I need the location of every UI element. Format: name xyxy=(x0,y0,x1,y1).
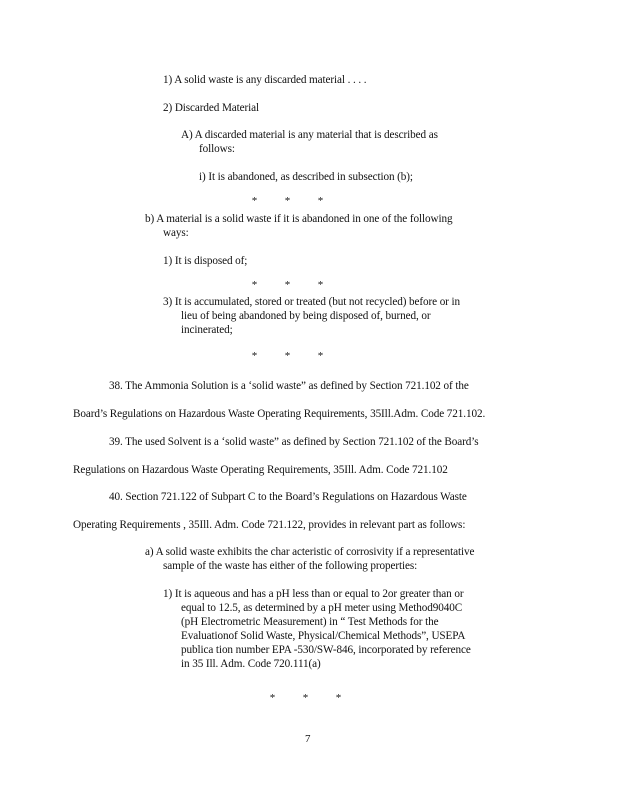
paragraph-39: 39. The used Solvent is a ‘solid waste” as defined by Section 721.102 of the Board’s xyxy=(109,436,479,448)
paragraph-38: 38. The Ammonia Solution is a ‘solid waste” as defined by Section 721.102 of the xyxy=(109,380,469,392)
list-item: A) A discarded material is any material that is described as xyxy=(181,129,438,141)
list-item: i) It is abandoned, as described in subsection (b); xyxy=(199,171,413,183)
list-item: 1) It is disposed of; xyxy=(163,255,248,267)
paragraph-40-continuation: Operating Requirements , 35Ill. Adm. Code 721.122, provides in relevant part as follows: xyxy=(73,519,466,531)
list-item-continuation: in 35 Ill. Adm. Code 720.111(a) xyxy=(181,658,321,670)
list-item-continuation: ways: xyxy=(163,227,189,239)
list-item-continuation: follows: xyxy=(199,143,235,155)
paragraph-39-continuation: Regulations on Hazardous Waste Operating Requirements, 35Ill. Adm. Code 721.102 xyxy=(73,464,448,476)
paragraph-38-continuation: Board’s Regulations on Hazardous Waste Operating Requirements, 35Ill.Adm. Code 721.102. xyxy=(73,408,486,420)
list-item: a) A solid waste exhibits the char acteristic of corrosivity if a representative xyxy=(145,546,475,558)
ellipsis-stars: * * * xyxy=(251,195,324,207)
list-item-continuation: (pH Electrometric Measurement) in “ Test Methods for the xyxy=(181,616,439,628)
ellipsis-stars: * * * xyxy=(251,279,324,291)
list-item-continuation: incinerated; xyxy=(181,324,233,336)
list-item: 1) A solid waste is any discarded material . . . . xyxy=(163,74,367,86)
ellipsis-stars: * * * xyxy=(251,350,324,362)
list-item: 3) It is accumulated, stored or treated (but not recycled) before or in xyxy=(163,296,461,308)
list-item: 1) It is aqueous and has a pH less than or equal to 2or greater than or xyxy=(163,588,464,600)
list-item-continuation: Evaluationof Solid Waste, Physical/Chemical Methods”, USEPA xyxy=(181,630,466,642)
list-item-continuation: equal to 12.5, as determined by a pH meter using Method9040C xyxy=(181,602,463,614)
page-number: 7 xyxy=(305,733,311,745)
list-item-continuation: publica tion number EPA -530/SW-846, incorporated by reference xyxy=(181,644,471,656)
ellipsis-stars: * * * xyxy=(269,692,342,704)
list-item-continuation: lieu of being abandoned by being disposed of, burned, or xyxy=(181,310,431,322)
paragraph-40: 40. Section 721.122 of Subpart C to the Board’s Regulations on Hazardous Waste xyxy=(109,491,467,503)
list-item: 2) Discarded Material xyxy=(163,102,260,114)
list-item: b) A material is a solid waste if it is abandoned in one of the following xyxy=(145,213,453,225)
list-item-continuation: sample of the waste has either of the following properties: xyxy=(163,560,418,572)
